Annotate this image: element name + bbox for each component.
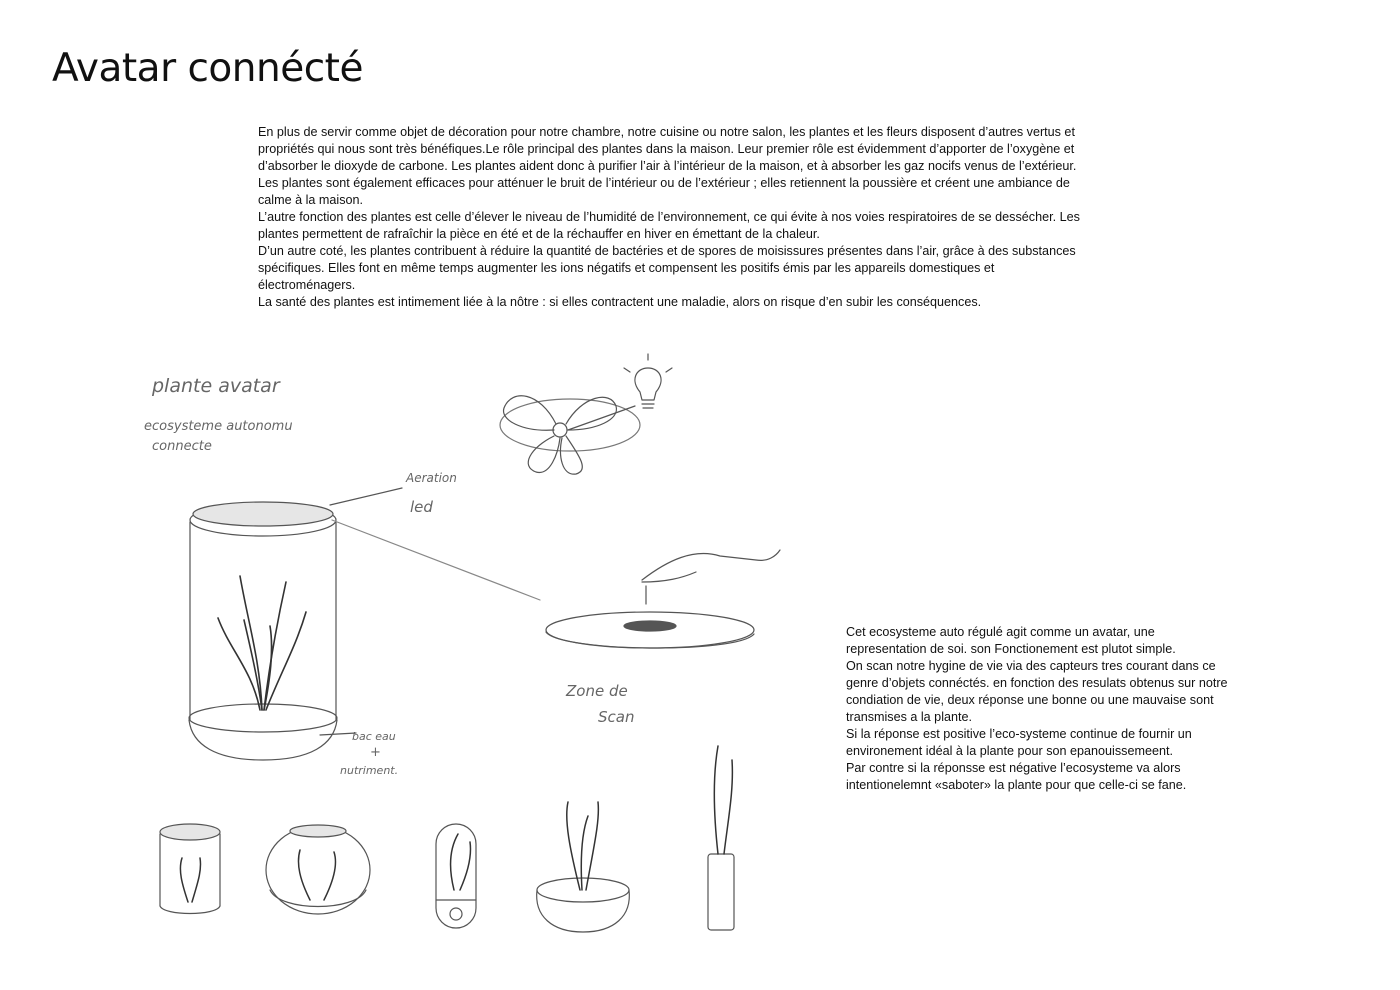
sketch-note-led: led (410, 498, 433, 516)
sketch-note-scan-zone: Zone de (566, 682, 628, 700)
sketch-note-subtitle: ecosysteme autonomu (144, 419, 293, 434)
sphere-terrarium-sketch (266, 825, 370, 914)
sketch-drawing (120, 350, 820, 960)
fan-sketch (500, 396, 640, 474)
intro-paragraph: D’un autre coté, les plantes contribuent à réduire la quantité de bactéries et de spores de moisissures présentes dans l’air, grâce à des substances spécifiques. Elles font en même temps augmenter les ions négatifs et compensent les positifs émis par les appareils domestiques et électroménagers. (258, 244, 1076, 292)
bowl-planter-sketch (537, 802, 630, 932)
intro-paragraph: La santé des plantes est intimement liée à la nôtre : si elles contractent une maladie, alors on risque d’en subir les conséquences. (258, 295, 982, 309)
sketch-note-water-tank: bac eau (352, 730, 396, 743)
description-paragraph: Si la réponse est positive l’eco-systeme continue de fournir un environement idéal à la plante pour son epanouissemeent. (846, 727, 1192, 758)
page-title: Avatar connécté (52, 46, 363, 91)
scan-pad-sketch (546, 550, 780, 648)
intro-paragraph: En plus de servir comme objet de décoration pour notre chambre, notre cuisine ou notre salon, les plantes et les fleurs disposent d’autres vertus et propriétés qui nous sont très bénéfiques.Le rôle principal des plantes dans la maison. Leur premier rôle est évidemment d’apporter de l’oxygène et d’absorber le dioxyde de carbone. Les plantes aident donc à purifier l’air à l’intérieur de la maison, et à absorber les gaz nocifs venus de l’extérieur. Les plantes sont également efficaces pour atténuer le bruit de l’intérieur ou de l’extérieur ; elles retiennent la poussière et créent une ambiance de calme à la maison. (258, 125, 1077, 207)
description-paragraph: On scan notre hygine de vie via des capteurs tres courant dans ce genre d’objets connéctés. en fonction des resulats obtenus sur notre condiation de vie, deux réponse une bonne ou une mauvaise sont transmises a la plante. (846, 659, 1228, 724)
description-paragraph: Cet ecosysteme auto régulé agit comme un avatar, une representation de soi. son Fonctionement est plutot simple. (846, 625, 1176, 656)
sketch-note-nutrient: nutriment. (340, 764, 399, 777)
ecosystem-description (846, 624, 1238, 794)
led-pointer-arrow (330, 488, 402, 505)
sketch-note-plus: + (370, 745, 381, 760)
scan-link-line (332, 520, 540, 600)
description-paragraph: Par contre si la réponsse est négative l’ecosysteme va alors intentionelemnt «saboter» la plante pour que celle-ci se fane. (846, 761, 1187, 792)
small-terrarium-sketch (160, 824, 220, 914)
tube-vase-sketch (708, 746, 734, 930)
terrarium-main-sketch (189, 502, 337, 760)
sketch-note-scan: Scan (598, 708, 635, 726)
sketch-note-aeration: Aeration (406, 471, 457, 485)
capsule-terrarium-sketch (436, 824, 476, 928)
intro-text-block (258, 124, 1092, 311)
light-bulb-sketch (624, 354, 672, 408)
sketch-note-title: plante avatar (152, 375, 280, 397)
water-tank-pointer-arrow (320, 733, 356, 735)
intro-paragraph: L’autre fonction des plantes est celle d’élever le niveau de l’humidité de l’environnement, ce qui évite à nos voies respiratoires de se dessécher. Les plantes permettent de rafraîchir la pièce en été et de la réchauffer en hiver en émettant de la chaleur. (258, 210, 1080, 241)
pencil-sketch-illustration (120, 350, 820, 960)
sketch-note-subtitle: connecte (152, 439, 212, 454)
